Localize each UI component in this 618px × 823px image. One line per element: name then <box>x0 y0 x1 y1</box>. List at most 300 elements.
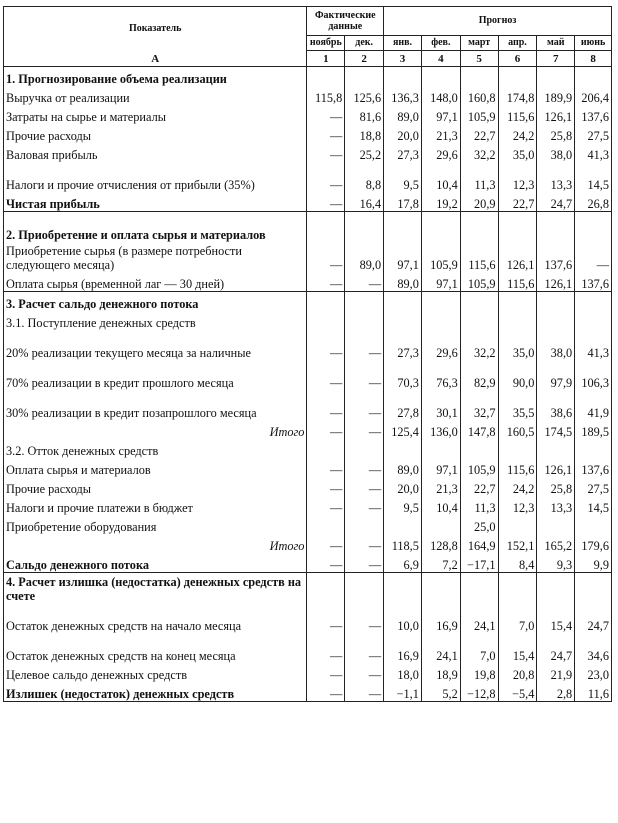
row-label: Оплата сырья и материалов <box>4 458 307 477</box>
table-row <box>4 86 612 105</box>
value-cell: 148,0 <box>421 86 460 105</box>
value-cell: 152,1 <box>498 534 537 553</box>
value-cell: 136,3 <box>384 86 422 105</box>
value-cell: 23,0 <box>575 663 612 682</box>
value-cell: — <box>307 603 345 633</box>
value-cell <box>537 212 575 243</box>
value-cell <box>575 515 612 534</box>
cash-flow-table <box>3 6 612 702</box>
table-row <box>4 534 612 553</box>
month-header: май <box>537 36 575 51</box>
value-cell: 125,6 <box>345 86 384 105</box>
value-cell: −12,8 <box>460 682 498 702</box>
value-cell: 16,9 <box>421 603 460 633</box>
value-cell <box>307 212 345 243</box>
value-cell <box>460 311 498 330</box>
value-cell: −5,4 <box>498 682 537 702</box>
value-cell: — <box>307 477 345 496</box>
value-cell: 17,8 <box>384 192 422 212</box>
value-cell: −17,1 <box>460 553 498 573</box>
month-header: дек. <box>345 36 384 51</box>
value-cell <box>498 212 537 243</box>
value-cell: 5,2 <box>421 682 460 702</box>
value-cell: 24,7 <box>537 633 575 663</box>
table-row <box>4 573 612 604</box>
value-cell: 41,3 <box>575 330 612 360</box>
row-label: Приобретение сырья (в размере потребности следующего месяца) <box>4 242 307 272</box>
value-cell: 160,8 <box>460 86 498 105</box>
value-cell: 7,0 <box>460 633 498 663</box>
month-header: фев. <box>421 36 460 51</box>
value-cell: 126,1 <box>537 458 575 477</box>
value-cell: 41,9 <box>575 390 612 420</box>
value-cell: 105,9 <box>460 105 498 124</box>
value-cell: 35,0 <box>498 143 537 162</box>
row-label: Налоги и прочие платежи в бюджет <box>4 496 307 515</box>
value-cell: 27,3 <box>384 330 422 360</box>
value-cell: 125,4 <box>384 420 422 439</box>
value-cell: 97,1 <box>384 242 422 272</box>
value-cell <box>345 67 384 87</box>
value-cell: 97,9 <box>537 360 575 390</box>
value-cell: 20,0 <box>384 477 422 496</box>
value-cell: — <box>345 633 384 663</box>
row-label: Налоги и прочие отчисления от прибыли (35%) <box>4 162 307 192</box>
row-label: Приобретение оборудования <box>4 515 307 534</box>
value-cell: 189,9 <box>537 86 575 105</box>
value-cell: 19,8 <box>460 663 498 682</box>
value-cell: 20,9 <box>460 192 498 212</box>
value-cell <box>537 573 575 604</box>
value-cell: — <box>307 330 345 360</box>
value-cell: 10,0 <box>384 603 422 633</box>
row-label: 2. Приобретение и оплата сырья и материалов <box>4 212 307 243</box>
value-cell <box>421 573 460 604</box>
value-cell <box>307 573 345 604</box>
value-cell: — <box>307 192 345 212</box>
value-cell: 115,6 <box>498 105 537 124</box>
table-row <box>4 458 612 477</box>
month-header: март <box>460 36 498 51</box>
value-cell: 9,9 <box>575 553 612 573</box>
value-cell: 7,0 <box>498 603 537 633</box>
value-cell <box>460 573 498 604</box>
value-cell <box>498 439 537 458</box>
value-cell: 15,4 <box>537 603 575 633</box>
value-cell: — <box>575 242 612 272</box>
value-cell <box>384 439 422 458</box>
value-cell: 18,0 <box>384 663 422 682</box>
row-label: Сальдо денежного потока <box>4 553 307 573</box>
value-cell <box>421 67 460 87</box>
value-cell: 26,8 <box>575 192 612 212</box>
value-cell: 115,6 <box>460 242 498 272</box>
column-letter: 7 <box>537 51 575 67</box>
value-cell: 81,6 <box>345 105 384 124</box>
value-cell <box>575 212 612 243</box>
table-row <box>4 603 612 633</box>
value-cell: 115,6 <box>498 272 537 292</box>
row-label: Итого <box>4 420 307 439</box>
value-cell: 9,5 <box>384 496 422 515</box>
value-cell <box>421 439 460 458</box>
value-cell <box>498 573 537 604</box>
value-cell: 147,8 <box>460 420 498 439</box>
table-row <box>4 212 612 243</box>
value-cell <box>421 311 460 330</box>
value-cell <box>575 311 612 330</box>
table-row <box>4 496 612 515</box>
value-cell: — <box>307 496 345 515</box>
table-row <box>4 105 612 124</box>
value-cell: 24,7 <box>575 603 612 633</box>
month-header: апр. <box>498 36 537 51</box>
value-cell: 70,3 <box>384 360 422 390</box>
header-forecast: Прогноз <box>384 7 612 36</box>
month-header: июнь <box>575 36 612 51</box>
value-cell: 27,8 <box>384 390 422 420</box>
value-cell: 106,3 <box>575 360 612 390</box>
value-cell: 165,2 <box>537 534 575 553</box>
value-cell: 21,3 <box>421 124 460 143</box>
value-cell <box>345 515 384 534</box>
value-cell: 105,9 <box>460 458 498 477</box>
value-cell: 160,5 <box>498 420 537 439</box>
value-cell: 115,8 <box>307 86 345 105</box>
value-cell: 174,8 <box>498 86 537 105</box>
value-cell <box>498 292 537 312</box>
value-cell: — <box>307 420 345 439</box>
row-label: Затраты на сырье и материалы <box>4 105 307 124</box>
value-cell: 12,3 <box>498 162 537 192</box>
row-label: 70% реализации в кредит прошлого месяца <box>4 360 307 390</box>
value-cell <box>345 439 384 458</box>
table-row <box>4 272 612 292</box>
value-cell: — <box>345 272 384 292</box>
value-cell <box>421 212 460 243</box>
value-cell: 38,6 <box>537 390 575 420</box>
value-cell: 32,2 <box>460 143 498 162</box>
value-cell: 6,9 <box>384 553 422 573</box>
value-cell: 126,1 <box>537 272 575 292</box>
row-label: 20% реализации текущего месяца за наличные <box>4 330 307 360</box>
table-row <box>4 420 612 439</box>
value-cell: — <box>345 603 384 633</box>
value-cell: 24,1 <box>421 633 460 663</box>
value-cell: — <box>345 477 384 496</box>
value-cell: 20,0 <box>384 124 422 143</box>
table-row <box>4 663 612 682</box>
value-cell <box>345 311 384 330</box>
value-cell: — <box>345 496 384 515</box>
value-cell: 11,3 <box>460 496 498 515</box>
row-label: Излишек (недостаток) денежных средств <box>4 682 307 702</box>
value-cell <box>575 573 612 604</box>
value-cell: 25,2 <box>345 143 384 162</box>
value-cell <box>307 311 345 330</box>
value-cell: — <box>345 420 384 439</box>
value-cell: 13,3 <box>537 162 575 192</box>
value-cell <box>307 515 345 534</box>
row-label: 30% реализации в кредит позапрошлого месяца <box>4 390 307 420</box>
table-row <box>4 390 612 420</box>
table-row <box>4 292 612 312</box>
value-cell: 2,8 <box>537 682 575 702</box>
value-cell: 29,6 <box>421 143 460 162</box>
column-letter: 3 <box>384 51 422 67</box>
value-cell <box>345 292 384 312</box>
row-label: 1. Прогнозирование объема реализации <box>4 67 307 87</box>
value-cell <box>537 311 575 330</box>
row-label: Валовая прибыль <box>4 143 307 162</box>
value-cell: 11,3 <box>460 162 498 192</box>
value-cell: — <box>345 682 384 702</box>
value-cell: — <box>307 458 345 477</box>
column-letter: 2 <box>345 51 384 67</box>
value-cell: 21,9 <box>537 663 575 682</box>
table-row <box>4 124 612 143</box>
value-cell <box>537 439 575 458</box>
value-cell: 16,9 <box>384 633 422 663</box>
value-cell: 89,0 <box>345 242 384 272</box>
value-cell: 10,4 <box>421 162 460 192</box>
value-cell: 76,3 <box>421 360 460 390</box>
value-cell <box>537 67 575 87</box>
row-label: 3. Расчет сальдо денежного потока <box>4 292 307 312</box>
value-cell: — <box>307 143 345 162</box>
value-cell: 9,3 <box>537 553 575 573</box>
value-cell: — <box>307 162 345 192</box>
row-label: Прочие расходы <box>4 124 307 143</box>
value-cell: 82,9 <box>460 360 498 390</box>
value-cell <box>345 573 384 604</box>
value-cell <box>307 292 345 312</box>
value-cell: 14,5 <box>575 162 612 192</box>
value-cell: 29,6 <box>421 330 460 360</box>
value-cell: 90,0 <box>498 360 537 390</box>
column-letter: 8 <box>575 51 612 67</box>
value-cell <box>537 292 575 312</box>
value-cell: 115,6 <box>498 458 537 477</box>
value-cell: 34,6 <box>575 633 612 663</box>
value-cell: 27,3 <box>384 143 422 162</box>
table-row <box>4 633 612 663</box>
value-cell: 32,2 <box>460 330 498 360</box>
value-cell: 137,6 <box>575 458 612 477</box>
value-cell <box>460 439 498 458</box>
value-cell: — <box>307 124 345 143</box>
value-cell: — <box>307 390 345 420</box>
value-cell: 11,6 <box>575 682 612 702</box>
header-actual: Фактические данные <box>307 7 384 36</box>
value-cell: 16,4 <box>345 192 384 212</box>
table-row <box>4 439 612 458</box>
value-cell <box>384 212 422 243</box>
value-cell <box>384 67 422 87</box>
table-row <box>4 242 612 272</box>
table-row <box>4 330 612 360</box>
value-cell: 7,2 <box>421 553 460 573</box>
column-letter: 5 <box>460 51 498 67</box>
value-cell: 24,7 <box>537 192 575 212</box>
row-label: Остаток денежных средств на конец месяца <box>4 633 307 663</box>
value-cell: — <box>307 553 345 573</box>
value-cell: 25,8 <box>537 477 575 496</box>
value-cell <box>498 67 537 87</box>
value-cell: 18,8 <box>345 124 384 143</box>
value-cell: 12,3 <box>498 496 537 515</box>
value-cell: 22,7 <box>460 477 498 496</box>
column-letter: 1 <box>307 51 345 67</box>
value-cell: 10,4 <box>421 496 460 515</box>
value-cell: 19,2 <box>421 192 460 212</box>
value-cell: 24,1 <box>460 603 498 633</box>
value-cell: 164,9 <box>460 534 498 553</box>
value-cell: — <box>345 330 384 360</box>
table-row <box>4 360 612 390</box>
value-cell: 8,8 <box>345 162 384 192</box>
value-cell: 9,5 <box>384 162 422 192</box>
value-cell: −1,1 <box>384 682 422 702</box>
value-cell: 27,5 <box>575 124 612 143</box>
value-cell <box>460 67 498 87</box>
value-cell: 32,7 <box>460 390 498 420</box>
value-cell <box>421 515 460 534</box>
value-cell: 15,4 <box>498 633 537 663</box>
value-cell <box>575 292 612 312</box>
value-cell <box>575 67 612 87</box>
value-cell: 137,6 <box>575 272 612 292</box>
value-cell: 24,2 <box>498 124 537 143</box>
value-cell: 206,4 <box>575 86 612 105</box>
value-cell: — <box>307 682 345 702</box>
table-row <box>4 515 612 534</box>
column-letter: 4 <box>421 51 460 67</box>
row-label: 3.2. Отток денежных средств <box>4 439 307 458</box>
value-cell <box>421 292 460 312</box>
column-letter: А <box>4 51 307 67</box>
value-cell: 30,1 <box>421 390 460 420</box>
value-cell: 38,0 <box>537 143 575 162</box>
table-row <box>4 67 612 87</box>
value-cell: 24,2 <box>498 477 537 496</box>
value-cell: — <box>307 663 345 682</box>
value-cell: 128,8 <box>421 534 460 553</box>
value-cell: — <box>345 534 384 553</box>
value-cell <box>498 311 537 330</box>
value-cell <box>498 515 537 534</box>
value-cell: — <box>307 633 345 663</box>
value-cell: 13,3 <box>537 496 575 515</box>
value-cell: 118,5 <box>384 534 422 553</box>
row-label: Чистая прибыль <box>4 192 307 212</box>
value-cell: 136,0 <box>421 420 460 439</box>
column-letter: 6 <box>498 51 537 67</box>
row-label: Выручка от реализации <box>4 86 307 105</box>
value-cell: — <box>345 458 384 477</box>
month-header: ноябрь <box>307 36 345 51</box>
value-cell: 89,0 <box>384 458 422 477</box>
value-cell <box>460 212 498 243</box>
value-cell: 18,9 <box>421 663 460 682</box>
value-cell: 126,1 <box>498 242 537 272</box>
value-cell <box>384 515 422 534</box>
value-cell <box>460 292 498 312</box>
value-cell <box>537 515 575 534</box>
value-cell <box>575 439 612 458</box>
row-label: Остаток денежных средств на начало месяца <box>4 603 307 633</box>
value-cell: — <box>307 272 345 292</box>
value-cell: 35,5 <box>498 390 537 420</box>
value-cell: 137,6 <box>575 105 612 124</box>
value-cell: 25,8 <box>537 124 575 143</box>
value-cell: 38,0 <box>537 330 575 360</box>
value-cell: 137,6 <box>537 242 575 272</box>
value-cell: 22,7 <box>460 124 498 143</box>
value-cell: 97,1 <box>421 458 460 477</box>
value-cell: — <box>345 360 384 390</box>
table-row <box>4 553 612 573</box>
value-cell: 35,0 <box>498 330 537 360</box>
value-cell: — <box>307 105 345 124</box>
value-cell: — <box>307 534 345 553</box>
row-label: Оплата сырья (временной лаг — 30 дней) <box>4 272 307 292</box>
value-cell: 126,1 <box>537 105 575 124</box>
value-cell: 174,5 <box>537 420 575 439</box>
row-label: Целевое сальдо денежных средств <box>4 663 307 682</box>
header-indicator: Показатель <box>4 7 307 51</box>
value-cell: 27,5 <box>575 477 612 496</box>
value-cell: 105,9 <box>421 242 460 272</box>
value-cell <box>384 573 422 604</box>
table-row <box>4 192 612 212</box>
value-cell: — <box>345 663 384 682</box>
row-label: Прочие расходы <box>4 477 307 496</box>
value-cell: 22,7 <box>498 192 537 212</box>
value-cell <box>307 67 345 87</box>
value-cell: 97,1 <box>421 272 460 292</box>
table-row <box>4 143 612 162</box>
value-cell: — <box>307 242 345 272</box>
value-cell: 14,5 <box>575 496 612 515</box>
value-cell: — <box>345 553 384 573</box>
value-cell: 41,3 <box>575 143 612 162</box>
table-row <box>4 162 612 192</box>
value-cell <box>345 212 384 243</box>
row-label: 3.1. Поступление денежных средств <box>4 311 307 330</box>
value-cell <box>384 311 422 330</box>
value-cell: 189,5 <box>575 420 612 439</box>
value-cell: 105,9 <box>460 272 498 292</box>
value-cell: 89,0 <box>384 105 422 124</box>
value-cell: 8,4 <box>498 553 537 573</box>
value-cell: 20,8 <box>498 663 537 682</box>
value-cell: 25,0 <box>460 515 498 534</box>
table-row <box>4 682 612 702</box>
value-cell <box>384 292 422 312</box>
value-cell: — <box>345 390 384 420</box>
row-label: Итого <box>4 534 307 553</box>
value-cell: — <box>307 360 345 390</box>
table-row <box>4 311 612 330</box>
table-row <box>4 477 612 496</box>
value-cell <box>307 439 345 458</box>
row-label: 4. Расчет излишка (недостатка) денежных средств на счете <box>4 573 307 604</box>
value-cell: 179,6 <box>575 534 612 553</box>
value-cell: 97,1 <box>421 105 460 124</box>
value-cell: 21,3 <box>421 477 460 496</box>
month-header: янв. <box>384 36 422 51</box>
